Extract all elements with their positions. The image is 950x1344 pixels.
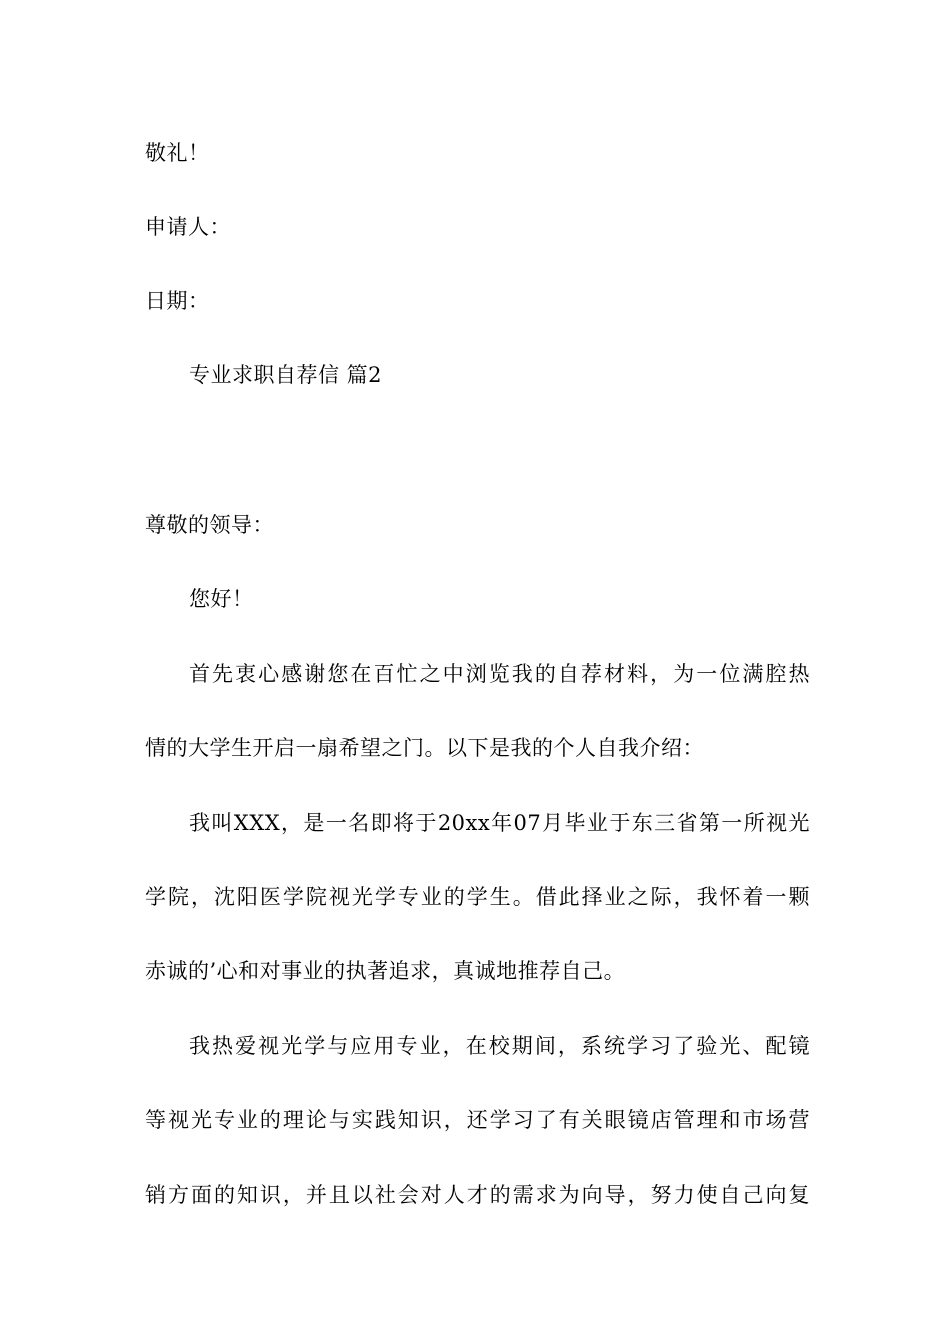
date-label: 日期： [145, 289, 210, 313]
letter-hello: 您好！ [189, 587, 254, 611]
closing-salute: 敬礼！ [145, 141, 210, 165]
paragraph-line: 首先衷心感谢您在百忙之中浏览我的自荐材料，为一位满腔热 [189, 662, 810, 686]
applicant-label: 申请人： [145, 215, 231, 239]
paragraph-line: 我叫XXX，是一名即将于20xx年07月毕业于东三省第一所视光 [189, 811, 810, 835]
paragraph-line: 学院，沈阳医学院视光学专业的学生。借此择业之际，我怀着一颗 [145, 885, 810, 909]
paragraph-line: 我热爱视光学与应用专业，在校期间，系统学习了验光、配镜 [189, 1034, 810, 1058]
letter-greeting: 尊敬的领导： [145, 513, 274, 537]
paragraph-line: 销方面的知识，并且以社会对人才的需求为向导，努力使自己向复 [145, 1183, 810, 1207]
paragraph-line: 赤诚的’心和对事业的执著追求，真诚地推荐自己。 [145, 959, 626, 983]
section-title: 专业求职自荐信 篇2 [189, 363, 383, 387]
paragraph-line: 情的大学生开启一扇希望之门。以下是我的个人自我介绍： [145, 736, 704, 760]
paragraph-line: 等视光专业的理论与实践知识，还学习了有关眼镜店管理和市场营 [145, 1108, 810, 1132]
